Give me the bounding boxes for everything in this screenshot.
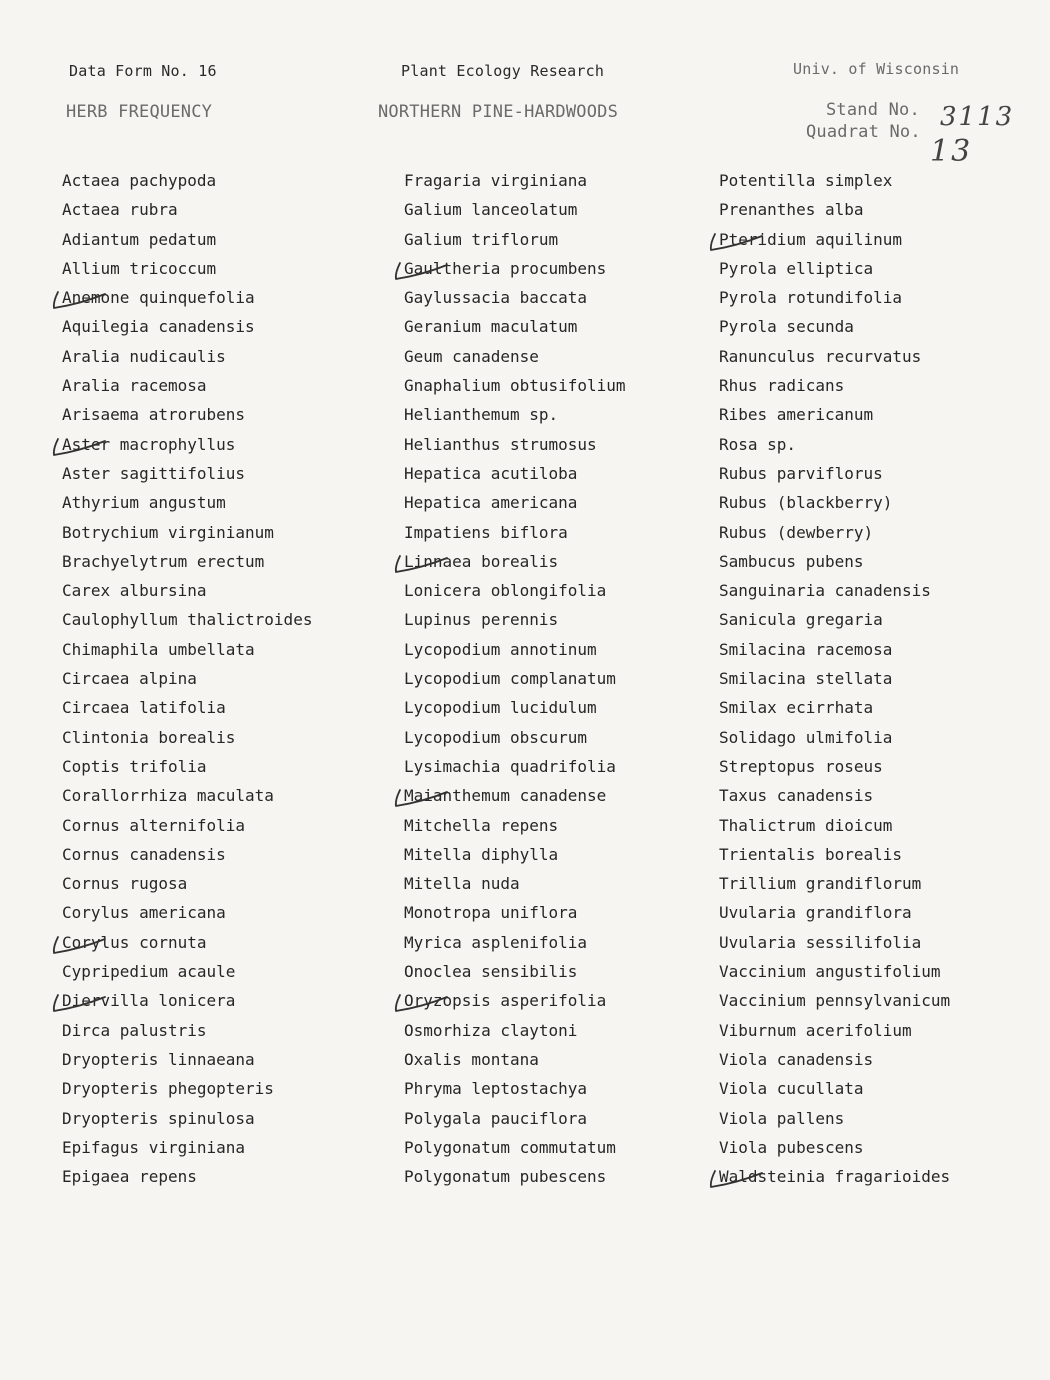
species-name: Brachyelytrum erectum xyxy=(62,551,265,571)
species-entry xyxy=(62,781,312,810)
species-name: Pteridium aquilinum xyxy=(719,229,903,249)
species-name: Mitella nuda xyxy=(404,874,520,894)
species-name: Actaea rubra xyxy=(62,200,178,220)
species-name: Galium lanceolatum xyxy=(404,200,578,220)
species-name: Aralia racemosa xyxy=(62,376,207,396)
species-name: Circaea alpina xyxy=(62,669,197,689)
species-name: Solidago ulmifolia xyxy=(719,727,893,747)
species-name: Streptopus roseus xyxy=(719,756,883,776)
species-entry xyxy=(404,635,626,664)
species-name: Cypripedium acaule xyxy=(62,962,236,982)
species-entry xyxy=(62,518,312,547)
species-entry xyxy=(404,869,626,898)
species-name: Dryopteris spinulosa xyxy=(62,1108,255,1128)
species-entry xyxy=(62,898,312,927)
species-entry xyxy=(404,1133,626,1162)
species-entry xyxy=(62,1162,312,1191)
species-name: Hepatica acutiloba xyxy=(404,463,578,483)
species-name: Arisaema atrorubens xyxy=(62,405,246,425)
species-name: Pyrola rotundifolia xyxy=(719,288,903,308)
species-name: Thalictrum dioicum xyxy=(719,815,893,835)
species-name: Cornus alternifolia xyxy=(62,815,246,835)
species-name: Polygonatum commutatum xyxy=(404,1137,616,1157)
species-entry xyxy=(404,400,626,429)
species-entry xyxy=(719,811,950,840)
species-name: Athyrium angustum xyxy=(62,493,226,513)
species-entry xyxy=(404,605,626,634)
species-entry xyxy=(62,195,312,224)
species-entry xyxy=(719,371,950,400)
species-name: Rubus parviflorus xyxy=(719,463,883,483)
species-name: Lycopodium lucidulum xyxy=(404,698,597,718)
species-entry xyxy=(404,225,626,254)
species-entry xyxy=(404,430,626,459)
species-entry xyxy=(404,664,626,693)
species-name: Trientalis borealis xyxy=(719,844,903,864)
species-name: Anemone quinquefolia xyxy=(62,288,255,308)
species-name: Smilacina racemosa xyxy=(719,639,893,659)
species-entry xyxy=(62,166,312,195)
species-entry xyxy=(404,254,626,283)
species-name: Botrychium virginianum xyxy=(62,522,274,542)
species-name: Gaylussacia baccata xyxy=(404,288,588,308)
species-entry xyxy=(404,693,626,722)
species-entry xyxy=(62,723,312,752)
species-entry xyxy=(62,225,312,254)
species-name: Hepatica americana xyxy=(404,493,578,513)
species-entry xyxy=(719,723,950,752)
species-entry xyxy=(62,1045,312,1074)
species-name: Prenanthes alba xyxy=(719,200,864,220)
species-entry xyxy=(404,1045,626,1074)
quadrat-number-handwritten: 13 xyxy=(930,134,973,169)
species-entry xyxy=(404,518,626,547)
species-entry xyxy=(404,371,626,400)
species-name: Lonicera oblongifolia xyxy=(404,581,607,601)
species-entry xyxy=(719,1016,950,1045)
species-name: Onoclea sensibilis xyxy=(404,962,578,982)
species-name: Viola pallens xyxy=(719,1108,845,1128)
species-entry xyxy=(62,400,312,429)
quadrat-label: Quadrat No. xyxy=(806,122,921,142)
species-column-3 xyxy=(719,166,950,1191)
species-entry xyxy=(404,488,626,517)
species-name: Sambucus pubens xyxy=(719,551,864,571)
species-name: Viola cucullata xyxy=(719,1079,864,1099)
species-entry xyxy=(404,166,626,195)
species-name: Trillium grandiflorum xyxy=(719,874,922,894)
species-name: Taxus canadensis xyxy=(719,786,874,806)
species-name: Rubus (blackberry) xyxy=(719,493,893,513)
species-name: Carex albursina xyxy=(62,581,207,601)
species-name: Ranunculus recurvatus xyxy=(719,346,922,366)
species-entry xyxy=(404,1104,626,1133)
stand-label: Stand No. xyxy=(826,100,920,120)
species-entry xyxy=(62,664,312,693)
species-name: Lycopodium obscurum xyxy=(404,727,588,747)
species-entry xyxy=(719,1045,950,1074)
species-name: Geranium maculatum xyxy=(404,317,578,337)
species-entry xyxy=(719,1074,950,1103)
species-name: Maianthemum canadense xyxy=(404,786,607,806)
species-entry xyxy=(404,986,626,1015)
species-name: Helianthus strumosus xyxy=(404,434,597,454)
species-name: Fragaria virginiana xyxy=(404,171,588,190)
species-entry xyxy=(404,283,626,312)
species-name: Osmorhiza claytoni xyxy=(404,1020,578,1040)
species-name: Phryma leptostachya xyxy=(404,1079,588,1099)
species-name: Geum canadense xyxy=(404,346,539,366)
community-title: NORTHERN PINE-HARDWOODS xyxy=(378,102,619,122)
species-name: Pyrola secunda xyxy=(719,317,854,337)
species-entry xyxy=(719,547,950,576)
species-name: Viola canadensis xyxy=(719,1049,874,1069)
species-name: Viburnum acerifolium xyxy=(719,1020,912,1040)
species-entry xyxy=(719,781,950,810)
species-name: Waldsteinia fragarioides xyxy=(719,1167,951,1187)
species-name: Monotropa uniflora xyxy=(404,903,578,923)
species-name: Lycopodium annotinum xyxy=(404,639,597,659)
form-number: Data Form No. 16 xyxy=(69,62,217,80)
species-entry xyxy=(62,547,312,576)
species-entry xyxy=(719,1104,950,1133)
species-entry xyxy=(62,605,312,634)
species-name: Polygala pauciflora xyxy=(404,1108,588,1128)
species-entry xyxy=(62,371,312,400)
species-entry xyxy=(62,576,312,605)
species-entry xyxy=(719,312,950,341)
species-name: Mitella diphylla xyxy=(404,844,559,864)
species-entry xyxy=(719,488,950,517)
species-name: Aster macrophyllus xyxy=(62,434,236,454)
species-entry xyxy=(404,1016,626,1045)
species-entry xyxy=(404,811,626,840)
species-name: Galium triflorum xyxy=(404,229,559,249)
species-name: Corylus cornuta xyxy=(62,932,207,952)
species-name: Helianthemum sp. xyxy=(404,405,559,425)
species-entry xyxy=(404,547,626,576)
species-entry xyxy=(62,635,312,664)
species-entry xyxy=(404,576,626,605)
species-entry xyxy=(719,166,950,195)
species-name: Rosa sp. xyxy=(719,434,797,454)
species-name: Actaea pachypoda xyxy=(62,171,217,190)
form-title: HERB FREQUENCY xyxy=(66,102,213,122)
species-name: Viola pubescens xyxy=(719,1137,864,1157)
species-name: Oxalis montana xyxy=(404,1049,539,1069)
species-entry xyxy=(62,488,312,517)
species-entry xyxy=(62,1104,312,1133)
species-name: Impatiens biflora xyxy=(404,522,568,542)
species-entry xyxy=(62,693,312,722)
species-entry xyxy=(719,342,950,371)
species-name: Dirca palustris xyxy=(62,1020,207,1040)
species-name: Corallorrhiza maculata xyxy=(62,786,274,806)
species-entry xyxy=(719,518,950,547)
species-entry xyxy=(719,400,950,429)
species-entry xyxy=(719,283,950,312)
species-entry xyxy=(62,811,312,840)
species-name: Epigaea repens xyxy=(62,1167,197,1187)
species-entry xyxy=(404,459,626,488)
species-entry xyxy=(62,752,312,781)
species-entry xyxy=(404,898,626,927)
species-entry xyxy=(719,1133,950,1162)
species-entry xyxy=(62,283,312,312)
species-entry xyxy=(404,928,626,957)
species-name: Lysimachia quadrifolia xyxy=(404,756,616,776)
species-entry xyxy=(62,986,312,1015)
species-name: Rubus (dewberry) xyxy=(719,522,874,542)
species-entry xyxy=(404,342,626,371)
program-name: Plant Ecology Research xyxy=(401,62,605,80)
species-name: Rhus radicans xyxy=(719,376,845,396)
species-entry xyxy=(719,957,950,986)
species-entry xyxy=(719,898,950,927)
species-name: Corylus americana xyxy=(62,903,226,923)
species-name: Potentilla simplex xyxy=(719,171,893,190)
species-entry xyxy=(719,195,950,224)
species-name: Sanguinaria canadensis xyxy=(719,581,931,601)
species-entry xyxy=(719,225,950,254)
species-name: Lycopodium complanatum xyxy=(404,669,616,689)
species-name: Coptis trifolia xyxy=(62,756,207,776)
species-entry xyxy=(404,723,626,752)
species-name: Myrica asplenifolia xyxy=(404,932,588,952)
species-entry xyxy=(404,781,626,810)
species-entry xyxy=(62,928,312,957)
species-entry xyxy=(719,459,950,488)
species-column-1 xyxy=(62,166,312,1191)
species-entry xyxy=(62,1016,312,1045)
species-name: Adiantum pedatum xyxy=(62,229,217,249)
species-name: Polygonatum pubescens xyxy=(404,1167,607,1187)
species-name: Dryopteris linnaeana xyxy=(62,1049,255,1069)
species-name: Mitchella repens xyxy=(404,815,559,835)
species-name: Dryopteris phegopteris xyxy=(62,1079,274,1099)
species-name: Uvularia sessilifolia xyxy=(719,932,922,952)
species-name: Aralia nudicaulis xyxy=(62,346,226,366)
species-name: Caulophyllum thalictroides xyxy=(62,610,313,630)
species-entry xyxy=(62,459,312,488)
species-name: Cornus canadensis xyxy=(62,844,226,864)
species-entry xyxy=(719,664,950,693)
species-entry xyxy=(62,869,312,898)
species-name: Oryzopsis asperifolia xyxy=(404,991,607,1011)
species-name: Sanicula gregaria xyxy=(719,610,883,630)
species-name: Aquilegia canadensis xyxy=(62,317,255,337)
stand-number-handwritten: 3113 xyxy=(940,102,1015,132)
species-entry xyxy=(719,840,950,869)
species-name: Clintonia borealis xyxy=(62,727,236,747)
species-entry xyxy=(62,312,312,341)
species-name: Allium tricoccum xyxy=(62,258,217,278)
institution-name: Univ. of Wisconsin xyxy=(793,60,960,78)
species-name: Aster sagittifolius xyxy=(62,463,246,483)
species-entry xyxy=(719,430,950,459)
species-name: Uvularia grandiflora xyxy=(719,903,912,923)
species-entry xyxy=(719,1162,950,1191)
species-name: Gaultheria procumbens xyxy=(404,258,607,278)
species-name: Epifagus virginiana xyxy=(62,1137,246,1157)
species-name: Lupinus perennis xyxy=(404,610,559,630)
species-entry xyxy=(62,1074,312,1103)
species-name: Vaccinium pennsylvanicum xyxy=(719,991,951,1011)
species-name: Ribes americanum xyxy=(719,405,874,425)
species-name: Pyrola elliptica xyxy=(719,258,874,278)
species-entry xyxy=(719,635,950,664)
species-entry xyxy=(404,840,626,869)
species-entry xyxy=(62,1133,312,1162)
species-name: Diervilla lonicera xyxy=(62,991,236,1011)
species-entry xyxy=(62,840,312,869)
species-entry xyxy=(719,986,950,1015)
species-entry xyxy=(62,957,312,986)
species-name: Linnaea borealis xyxy=(404,551,559,571)
species-entry xyxy=(404,957,626,986)
species-entry xyxy=(719,576,950,605)
species-entry xyxy=(404,195,626,224)
species-entry xyxy=(62,430,312,459)
species-name: Circaea latifolia xyxy=(62,698,226,718)
species-name: Vaccinium angustifolium xyxy=(719,962,941,982)
species-entry xyxy=(62,254,312,283)
species-entry xyxy=(404,752,626,781)
species-entry xyxy=(719,928,950,957)
species-column-2 xyxy=(404,166,626,1191)
species-entry xyxy=(719,693,950,722)
species-name: Cornus rugosa xyxy=(62,874,188,894)
species-name: Chimaphila umbellata xyxy=(62,639,255,659)
species-entry xyxy=(404,312,626,341)
species-name: Smilax ecirrhata xyxy=(719,698,874,718)
species-entry xyxy=(719,869,950,898)
species-name: Gnaphalium obtusifolium xyxy=(404,376,626,396)
species-entry xyxy=(62,342,312,371)
species-entry xyxy=(404,1074,626,1103)
species-name: Smilacina stellata xyxy=(719,669,893,689)
species-entry xyxy=(719,254,950,283)
species-entry xyxy=(719,605,950,634)
species-entry xyxy=(404,1162,626,1191)
species-entry xyxy=(719,752,950,781)
